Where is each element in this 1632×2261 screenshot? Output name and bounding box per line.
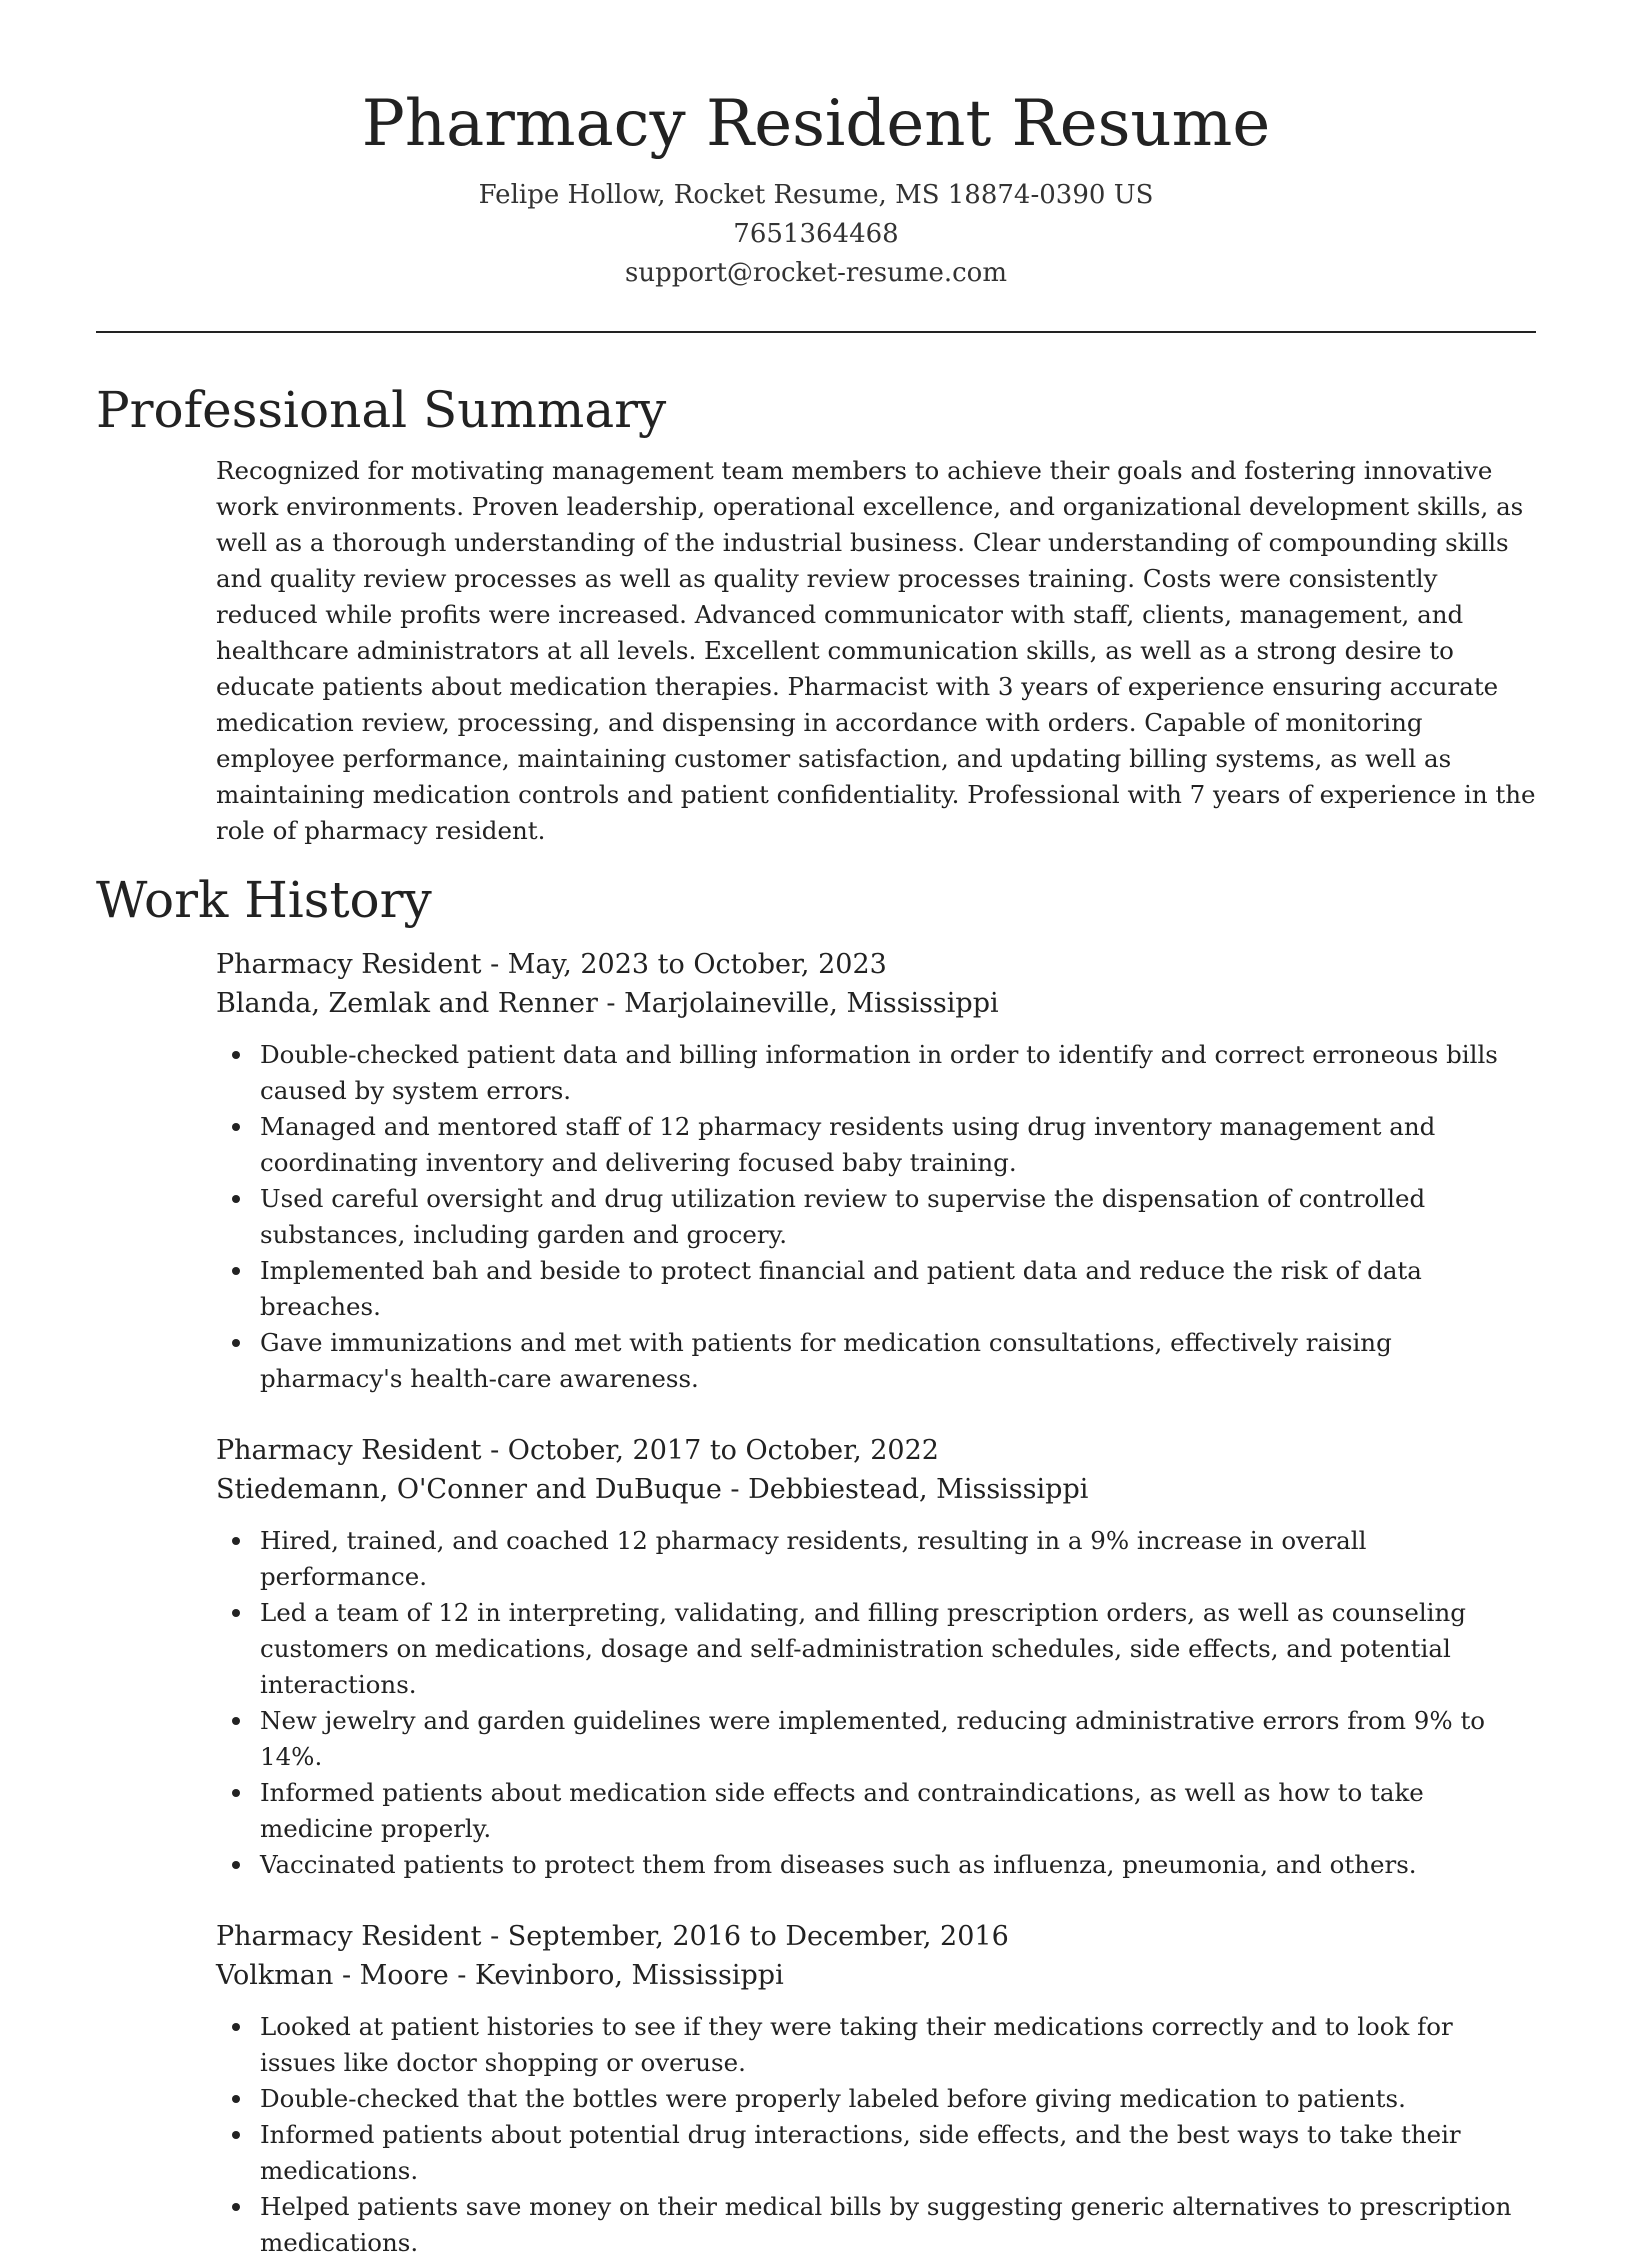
job-bullet: Gave immunizations and met with patients for medication consultations, effectively raising pharmacy's health-care awareness. [260,1325,1536,1397]
job-entry [216,1917,1536,2261]
section-heading-summary: Professional Summary [96,381,667,439]
job-bullet-list [216,1037,1536,1397]
resume-title: Pharmacy Resident Resume [361,87,1271,161]
header-divider [96,331,1536,333]
job-bullet: Informed patients about potential drug interactions, side effects, and the best ways to take their medications. [260,2117,1536,2189]
job-bullet: Led a team of 12 in interpreting, validating, and filling prescription orders, as well as counseling customers on medications, dosage and self-administration schedules, side effects, and potential interactions. [260,1595,1536,1703]
section-heading-work-history: Work History [96,871,432,929]
job-bullet: Vaccinated patients to protect them from diseases such as influenza, pneumonia, and others. [260,1847,1536,1883]
summary-paragraph: Recognized for motivating management team members to achieve their goals and fostering innovative work environments. Proven leadership, operational excellence, and organizational development skills, as well as a thorough understanding of the industrial business. Clear understanding of compounding skills and quality review processes as well as quality review processes training. Costs were consistently reduced while profits were increased. Advanced communicator with staff, clients, management, and healthcare administrators at all levels. Excellent communication skills, as well as a strong desire to educate patients about medication therapies. Pharmacist with 3 years of experience ensuring accurate medication review, processing, and dispensing in accordance with orders. Capable of monitoring employee performance, maintaining customer satisfaction, and updating billing systems, as well as maintaining medication controls and patient confidentiality. Professional with 7 years of experience in the role of pharmacy resident. [216,456,1536,845]
job-company-location: Blanda, Zemlak and Renner - Marjolaineville, Mississippi [216,988,999,1019]
job-title-dates: Pharmacy Resident - May, 2023 to October, 2023 [216,949,887,980]
work-history-body [96,945,1536,2261]
job-bullet: New jewelry and garden guidelines were implemented, reducing administrative errors from 9% to 14%. [260,1703,1536,1775]
job-bullet-list [216,1523,1536,1883]
job-bullet: Managed and mentored staff of 12 pharmacy residents using drug inventory management and coordinating inventory and delivering focused baby training. [260,1109,1536,1181]
job-bullet: Used careful oversight and drug utilization review to supervise the dispensation of controlled substances, including garden and grocery. [260,1181,1536,1253]
summary-body [96,453,1536,849]
job-bullet: Looked at patient histories to see if they were taking their medications correctly and to look for issues like doctor shopping or overuse. [260,2009,1536,2081]
job-company-location: Stiedemann, O'Conner and DuBuque - Debbiestead, Mississippi [216,1474,1089,1505]
professional-summary-section [96,377,1536,849]
contact-phone: 7651364468 [733,219,899,249]
job-bullet: Helped patients save money on their medical bills by suggesting generic alternatives to prescription medications. [260,2189,1536,2261]
job-bullet: Hired, trained, and coached 12 pharmacy residents, resulting in a 9% increase in overall performance. [260,1523,1536,1595]
contact-block [96,176,1536,293]
job-company-location: Volkman - Moore - Kevinboro, Mississippi [216,1960,784,1991]
job-bullet: Double-checked that the bottles were properly labeled before giving medication to patients. [260,2081,1536,2117]
job-bullet: Informed patients about medication side effects and contraindications, as well as how to take medicine properly. [260,1775,1536,1847]
job-entry [216,1431,1536,1883]
contact-email: support@rocket-resume.com [624,258,1007,288]
job-bullet-list [216,2009,1536,2261]
resume-header [96,0,1536,293]
work-history-section [96,867,1536,2261]
job-entry [216,945,1536,1397]
job-title-dates: Pharmacy Resident - September, 2016 to December, 2016 [216,1921,1009,1952]
job-bullet: Implemented bah and beside to protect financial and patient data and reduce the risk of data breaches. [260,1253,1536,1325]
job-bullet: Double-checked patient data and billing information in order to identify and correct erroneous bills caused by system errors. [260,1037,1536,1109]
job-title-dates: Pharmacy Resident - October, 2017 to October, 2022 [216,1435,939,1466]
contact-address: Felipe Hollow, Rocket Resume, MS 18874-0390 US [478,180,1154,210]
